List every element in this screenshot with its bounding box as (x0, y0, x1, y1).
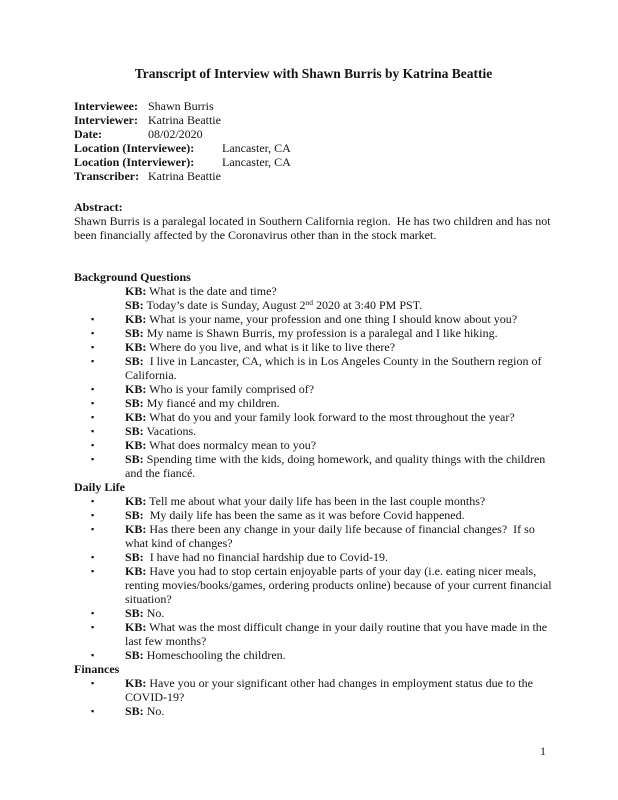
meta-row-location-interviewer (74, 155, 553, 169)
dialogue-text: Has there been any change in your daily life because of financial changes? If so what kind of changes? (125, 522, 538, 550)
dialogue-text: 2020 at 3:40 PM PST. (313, 298, 423, 312)
dialogue-text: Vacations. (143, 424, 197, 438)
dialogue-item (74, 606, 553, 620)
abstract-section (74, 200, 553, 242)
dialogue-text: My daily life has been the same as it was before Covid happened. (143, 508, 465, 522)
speaker-label: KB: (125, 410, 147, 424)
dialogue-item (74, 508, 553, 522)
bullet-icon: ▪ (91, 412, 95, 422)
bullet-icon: ▪ (91, 622, 95, 632)
dialogue-item (74, 452, 553, 480)
meta-label: Location (Interviewer): (74, 155, 195, 169)
meta-value: Katrina Beattie (148, 113, 221, 127)
dialogue-item (74, 424, 553, 438)
dialogue-text: Have you had to stop certain enjoyable parts of your day (i.e. eating nicer meals, renting movies/books/games, ordering products online) because of your current financial situation? (125, 564, 555, 606)
transcript-content (74, 270, 553, 718)
bullet-icon: ▪ (91, 356, 95, 366)
speaker-label: KB: (125, 494, 147, 508)
meta-value: Lancaster, CA (222, 155, 291, 169)
dialogue-text: No. (143, 704, 165, 718)
dialogue-item (74, 326, 553, 340)
dialogue-item (74, 382, 553, 396)
speaker-label: KB: (125, 676, 147, 690)
bullet-icon: ▪ (91, 706, 95, 716)
bullet-icon: ▪ (91, 328, 95, 338)
dialogue-item (74, 620, 553, 648)
speaker-label: SB: (125, 354, 144, 368)
dialogue-item (74, 284, 553, 298)
dialogue-item (74, 354, 553, 382)
speaker-label: SB: (125, 326, 144, 340)
speaker-label: SB: (125, 648, 144, 662)
meta-row-interviewer (74, 113, 553, 127)
speaker-label: SB: (125, 298, 144, 312)
dialogue-item (74, 676, 553, 704)
speaker-label: KB: (125, 312, 147, 326)
dialogue-item (74, 550, 553, 564)
dialogue-text: Have you or your significant other had changes in employment status due to the COVID-19? (125, 676, 536, 704)
dialogue-text: My name is Shawn Burris, my profession is a paralegal and I like hiking. (143, 326, 498, 340)
abstract-heading: Abstract: (74, 200, 123, 214)
bullet-icon: ▪ (91, 454, 95, 464)
dialogue-item (74, 704, 553, 718)
ordinal-superscript: nd (305, 298, 314, 307)
bullet-icon: ▪ (91, 552, 95, 562)
speaker-label: SB: (125, 704, 144, 718)
bullet-icon: ▪ (91, 650, 95, 660)
section-heading-daily-life: Daily Life (74, 480, 125, 494)
section-heading-background-questions: Background Questions (74, 270, 191, 284)
speaker-label: KB: (125, 564, 147, 578)
meta-label: Location (Interviewee): (74, 141, 195, 155)
meta-value: Shawn Burris (148, 99, 214, 113)
bullet-icon: ▪ (91, 440, 95, 450)
dialogue-text: Today’s date is Sunday, August 2 (143, 298, 306, 312)
bullet-icon: ▪ (91, 678, 95, 688)
document-title: Transcript of Interview with Shawn Burris by Katrina Beattie (134, 66, 493, 81)
dialogue-text: Tell me about what your daily life has been in the last couple months? (146, 494, 486, 508)
dialogue-item (74, 396, 553, 410)
speaker-label: SB: (125, 396, 144, 410)
meta-row-date (74, 127, 553, 141)
dialogue-text: What do you and your family look forward to the most throughout the year? (146, 410, 515, 424)
meta-row-location-interviewee (74, 141, 553, 155)
speaker-label: KB: (125, 522, 147, 536)
dialogue-item (74, 564, 553, 606)
dialogue-item (74, 648, 553, 662)
meta-value: Katrina Beattie (148, 169, 221, 183)
meta-row-interviewee (74, 99, 553, 113)
dialogue-text: Spending time with the kids, doing homework, and quality things with the children and the fiancé. (125, 452, 549, 480)
meta-value: 08/02/2020 (148, 127, 203, 141)
bullet-icon: ▪ (91, 510, 95, 520)
dialogue-text: What was the most difficult change in your daily routine that you have made in the last few months? (125, 620, 551, 648)
meta-row-transcriber (74, 169, 553, 183)
dialogue-item (74, 522, 553, 550)
section-heading-finances: Finances (74, 662, 120, 676)
speaker-label: KB: (125, 438, 147, 452)
metadata-block (74, 99, 553, 183)
speaker-label: SB: (125, 508, 144, 522)
speaker-label: SB: (125, 606, 144, 620)
dialogue-item (74, 298, 553, 312)
speaker-label: SB: (125, 550, 144, 564)
speaker-label: SB: (125, 452, 144, 466)
bullet-icon: ▪ (91, 608, 95, 618)
dialogue-text: No. (143, 606, 165, 620)
bullet-icon: ▪ (91, 524, 95, 534)
meta-label: Date: (74, 127, 102, 141)
dialogue-text: My fiancé and my children. (143, 396, 280, 410)
bullet-icon: ▪ (91, 398, 95, 408)
dialogue-text: What is the date and time? (146, 284, 277, 298)
dialogue-text: Where do you live, and what is it like to live there? (146, 340, 396, 354)
page-number: 1 (540, 744, 546, 758)
dialogue-item (74, 438, 553, 452)
dialogue-text: What does normalcy mean to you? (146, 438, 317, 452)
speaker-label: KB: (125, 284, 147, 298)
dialogue-text: I live in Lancaster, CA, which is in Los Angeles County in the Southern region of California. (125, 354, 545, 382)
meta-value: Lancaster, CA (222, 141, 291, 155)
meta-label: Interviewer: (74, 113, 138, 127)
bullet-icon: ▪ (91, 426, 95, 436)
dialogue-item (74, 340, 553, 354)
dialogue-item (74, 410, 553, 424)
meta-label: Interviewee: (74, 99, 138, 113)
bullet-icon: ▪ (91, 314, 95, 324)
speaker-label: KB: (125, 382, 147, 396)
dialogue-text: What is your name, your profession and one thing I should know about you? (146, 312, 518, 326)
bullet-icon: ▪ (91, 342, 95, 352)
speaker-label: KB: (125, 340, 147, 354)
speaker-label: SB: (125, 424, 144, 438)
speaker-label: KB: (125, 620, 147, 634)
dialogue-text: I have had no financial hardship due to Covid-19. (143, 550, 388, 564)
bullet-icon: ▪ (91, 566, 95, 576)
dialogue-item (74, 312, 553, 326)
dialogue-item (74, 494, 553, 508)
abstract-text: Shawn Burris is a paralegal located in Southern California region. He has two children and has not been financially affected by the Coronavirus other than in the stock market. (74, 214, 554, 242)
bullet-icon: ▪ (91, 384, 95, 394)
meta-label: Transcriber: (74, 169, 140, 183)
dialogue-text: Homeschooling the children. (143, 648, 286, 662)
dialogue-text: Who is your family comprised of? (146, 382, 315, 396)
bullet-icon: ▪ (91, 496, 95, 506)
